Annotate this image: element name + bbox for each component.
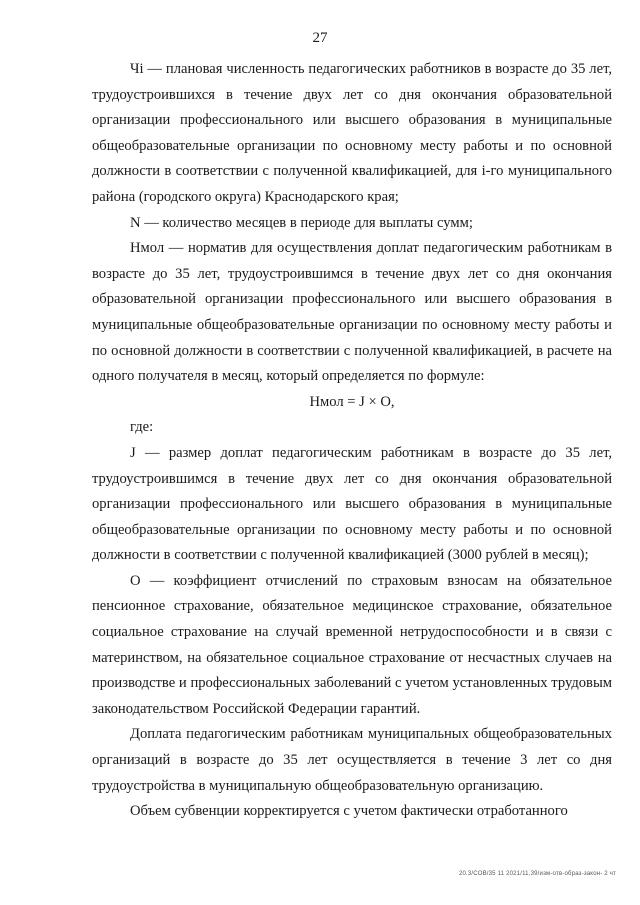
page-number: 27 (312, 30, 328, 46)
paragraph-j-definition: J — размер доплат педагогическим работникам в возрасте до 35 лет, трудоустроившимся в течение двух лет со дня окончания образовательной организации профессионального или высшего образования в муниципальные общеобразовательные организации по основному месту работы и по основной должности в соответствии с полученной квалификацией (3000 рублей в месяц); (92, 444, 612, 564)
paragraph-payment-duration: Доплата педагогическим работникам муниципальных общеобразовательных организаций в возрасте до 35 лет осуществляется в течение 3 лет со дня трудоустройства в муниципальную общеобразовательную организацию. (92, 726, 612, 794)
paragraph-o-definition: О — коэффициент отчислений по страховым взносам на обязательное пенсионное страхование, обязательное медицинское страхование, обязательное социальное страхование на случай временной нетрудоспособности и в связи с материнством, на обязательное социальное страхование от несчастных случаев на производстве и профессиональных заболеваний с учетом установленных трудовым законодательством Российской Федерации гарантий. (92, 572, 612, 717)
document-footer-code: 20.3/СОВ/35 11 2021/11,39/изм-отв-образ-закон- 2 чт (458, 871, 616, 877)
paragraph-subvention-adjustment: Объем субвенции корректируется с учетом фактически отработанного (130, 803, 568, 820)
document-body (92, 57, 612, 825)
formula: Нмол = J × O, (309, 393, 395, 410)
paragraph-where: где: (130, 419, 154, 436)
paragraph-nmol-definition: Нмол — норматив для осуществления доплат педагогическим работникам в возрасте до 35 лет, трудоустроившимся в течение двух лет со дня окончания образовательной организации профессионального или высшего образования в муниципальные общеобразовательные организации по основному месту работы и по основной должности в соответствии с полученной квалификацией, в расчете на одного получателя в месяц, который определяется по формуле: (92, 240, 612, 385)
paragraph-chi-definition: Чi — плановая численность педагогических работников в возрасте до 35 лет, трудоустроившихся в течение двух лет со дня окончания образовательной организации профессионального или высшего образования в муниципальные общеобразовательные организации по основному месту работы и по основной должности в соответствии с полученной квалификацией, для i-го муниципального района (городского округа) Краснодарского края; (92, 61, 612, 205)
paragraph-n-definition: N — количество месяцев в периоде для выплаты сумм; (130, 214, 473, 231)
